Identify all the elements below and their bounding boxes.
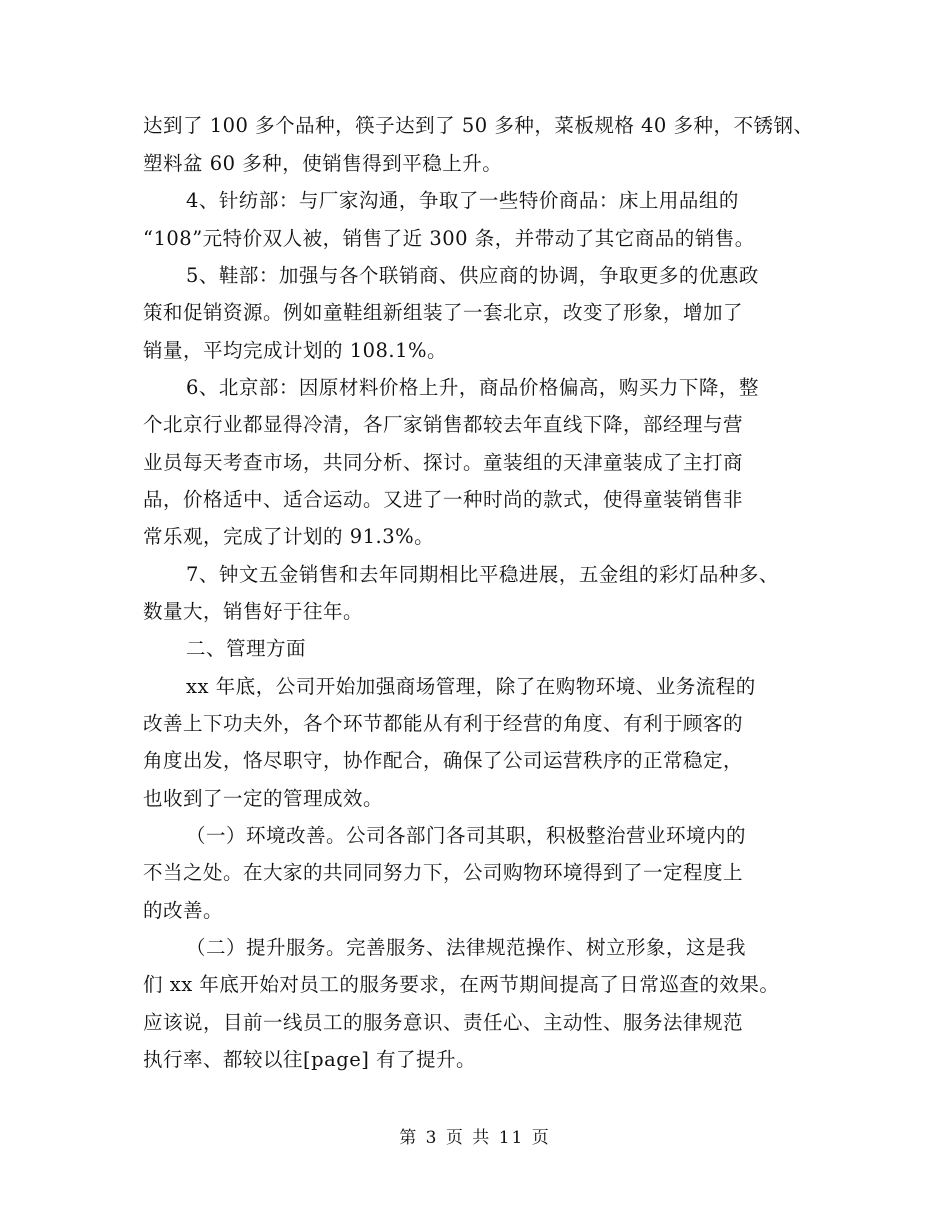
paragraph-line: 角度出发，恪尽职守，协作配合，确保了公司运营秩序的正常稳定， <box>143 749 744 772</box>
paragraph-line: 数量大，销售好于往年。 <box>143 600 364 623</box>
paragraph-line: 的改善。 <box>143 899 224 922</box>
paragraph-line: 5、鞋部：加强与各个联销商、供应商的协调，争取更多的优惠政 <box>186 264 759 287</box>
page-number-footer: 第 3 页 共 11 页 <box>399 1128 551 1148</box>
paragraph-line: 销量，平均完成计划的 108.1%。 <box>143 339 448 362</box>
paragraph-line: 达到了 100 多个品种，筷子达到了 50 多种，菜板规格 40 多种，不锈钢、 <box>143 114 814 137</box>
paragraph-line: 们 xx 年底开始对员工的服务要求，在两节期间提高了日常巡查的效果。 <box>143 973 780 996</box>
paragraph-line: 4、针纺部：与厂家沟通，争取了一些特价商品：床上用品组的 <box>186 189 739 212</box>
paragraph-line: 执行率、都较以往[page] 有了提升。 <box>143 1048 477 1071</box>
paragraph-line: 塑料盆 60 多种，使销售得到平稳上升。 <box>143 152 503 175</box>
paragraph-line: （二）提升服务。完善服务、法律规范操作、树立形象，这是我 <box>186 936 747 959</box>
section-heading: 二、管理方面 <box>186 637 307 660</box>
paragraph-line: 改善上下功夫外，各个环节都能从有利于经营的角度、有利于顾客的 <box>143 712 744 735</box>
paragraph-line: 不当之处。在大家的共同同努力下，公司购物环境得到了一定程度上 <box>143 861 744 884</box>
paragraph-line: 应该说，目前一线员工的服务意识、责任心、主动性、服务法律规范 <box>143 1011 744 1034</box>
paragraph-line: 也收到了一定的管理成效。 <box>143 787 384 810</box>
paragraph-line: xx 年底，公司开始加强商场管理，除了在购物环境、业务流程的 <box>186 675 756 698</box>
paragraph-line: 7、钟文五金销售和去年同期相比平稳进展，五金组的彩灯品种多、 <box>186 563 779 586</box>
paragraph-line: 个北京行业都显得冷清，各厂家销售都较去年直线下降，部经理与营 <box>143 413 744 436</box>
paragraph-line: 业员每天考查市场，共同分析、探讨。童装组的天津童装成了主打商 <box>143 451 744 474</box>
paragraph-line: 6、北京部：因原材料价格上升，商品价格偏高，购买力下降，整 <box>186 376 759 399</box>
paragraph-line: （一）环境改善。公司各部门各司其职，积极整治营业环境内的 <box>186 824 747 847</box>
paragraph-line: 常乐观，完成了计划的 91.3%。 <box>143 525 435 548</box>
paragraph-line: 策和促销资源。例如童鞋组新组装了一套北京，改变了形象，增加了 <box>143 301 744 324</box>
paragraph-line: 品，价格适中、适合运动。又进了一种时尚的款式，使得童装销售非 <box>143 488 744 511</box>
paragraph-line: “108”元特价双人被，销售了近 300 条，并带动了其它商品的销售。 <box>143 227 755 250</box>
